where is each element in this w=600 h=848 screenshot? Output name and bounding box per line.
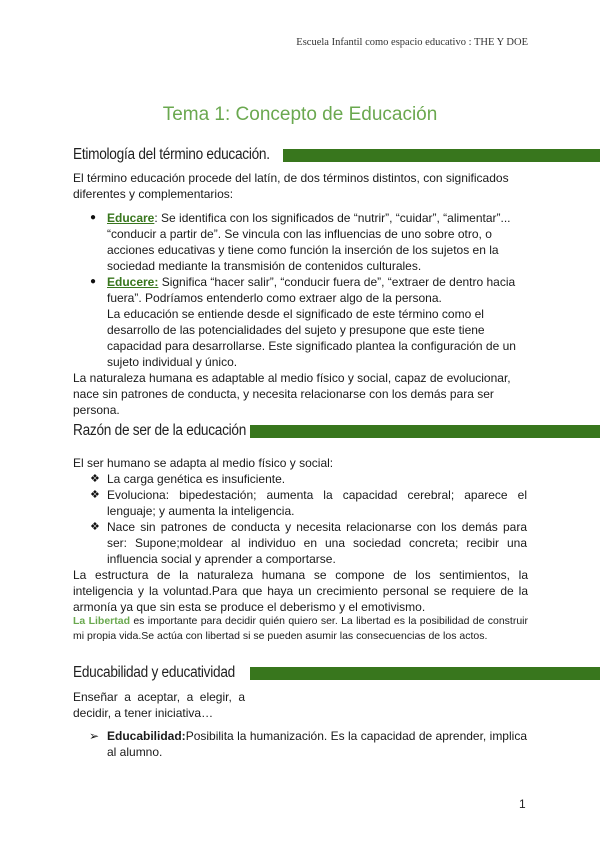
arrow-bullet-icon: ➢ [89, 729, 100, 743]
section2-intro: El ser humano se adapta al medio físico y social: [73, 456, 334, 470]
term-libertad: La Libertad [73, 615, 131, 627]
diamond-bullet-icon: ❖ [90, 489, 100, 501]
section2-closing: La estructura de la naturaleza humana se compone de los sentimientos, la inteligencia y la voluntad.Para que haya un crecimiento personal se requiere de la armonía ya que sin esta se produce el deberismo y el emotivismo. [73, 568, 528, 614]
bullet-dot-icon: ● [90, 212, 97, 223]
educabilidad-text: Posibilita la humanización. Es la capacidad de aprender, implica al alumno. [107, 729, 527, 759]
running-header: Escuela Infantil como espacio educativo : THE Y DOE [296, 37, 528, 48]
section-bar [250, 425, 600, 438]
list-item-educere [107, 274, 527, 370]
section-heading-educabilidad: Educabilidad y educatividad [73, 664, 235, 681]
page-number: 1 [519, 797, 526, 811]
term-educare: Educare [107, 211, 155, 225]
term-educere: Educere: [107, 275, 159, 289]
intro-line-1 [73, 170, 509, 202]
bullet-dot-icon: ● [90, 276, 97, 287]
diamond-bullet-icon: ❖ [90, 473, 100, 485]
educare-text: : Se identifica con los significados de “nutrir”, “cuidar”, “alimentar”... “conducir a partir de”. Se vincula con las influencias de uno sobre otro, o acciones educativas y tiene como función la inserción de los sujetos en la sociedad mediante la transmisión de contenidos culturales. [107, 211, 511, 273]
list-item-patrones: Nace sin patrones de conducta y necesita relacionarse con los demás para ser: Supone;moldear al individuo en una sociedad concreta; recibir una influencia social y aprender a comportarse. [107, 520, 527, 566]
term-educabilidad: Educabilidad: [107, 729, 186, 743]
section1-intro: El término educación procede del latín, de dos términos distintos, con significados diferentes y complementarios: [73, 171, 509, 201]
list-item-educare [107, 210, 527, 274]
libertad-paragraph [73, 614, 528, 644]
section-bar [283, 149, 600, 162]
list-item-educabilidad [107, 728, 527, 760]
educere-extra: La educación se entiende desde el significado de este término como el desarrollo de las potencialidades del sujeto y presupone que este tiene capacidad para desarrollarse. Este significado plantea la configuración de un sujeto individual y único. [107, 307, 516, 369]
libertad-text: es importante para decidir quién quiero ser. La libertad es la posibilidad de construir mi propia vida.Se actúa con libertad si se pueden asumir las consecuencias de los actos. [73, 615, 529, 642]
section3-intro: Enseñar a aceptar, a elegir, a decidir, a tener iniciativa… [73, 690, 245, 720]
section-heading-etimologia: Etimología del término educación. [73, 146, 270, 163]
list-item-evoluciona: Evoluciona: bipedestación; aumenta la capacidad cerebral; aparece el lenguaje; y aumenta la inteligencia. [107, 488, 527, 518]
educere-text: Significa “hacer salir”, “conducir fuera de”, “extraer de dentro hacia fuera”. Podríamos entenderlo como extraer algo de la persona. [107, 275, 516, 305]
section-heading-razon: Razón de ser de la educación [73, 422, 247, 439]
section1-closing: La naturaleza humana es adaptable al medio físico y social, capaz de evolucionar, nace sin patrones de conducta, y necesita relacionarse con los demás para ser persona. [73, 371, 511, 417]
diamond-bullet-icon: ❖ [90, 521, 100, 533]
page-title: Tema 1: Concepto de Educación [162, 104, 438, 125]
list-item-genetica: La carga genética es insuficiente. [107, 472, 286, 486]
section-bar [250, 667, 600, 680]
